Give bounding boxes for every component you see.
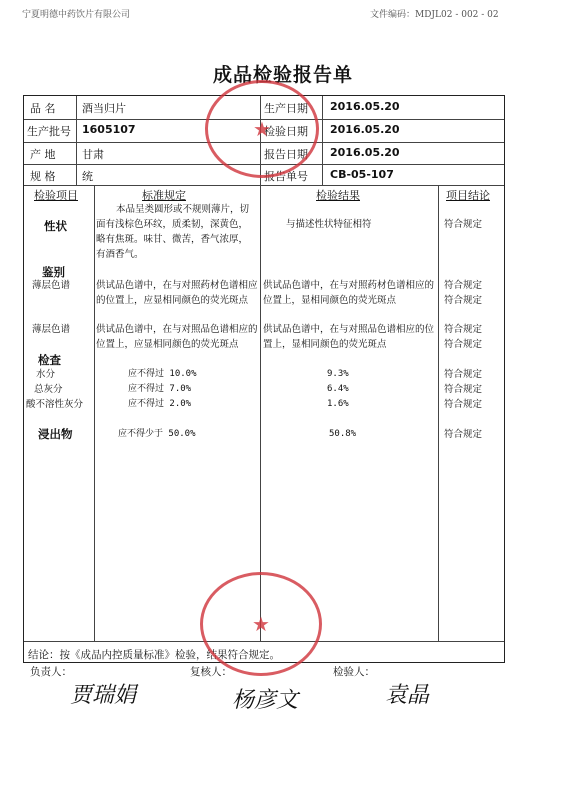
conclusion-text: 结论：按《成品内控质量标准》检验，结果符合规定。 [28, 649, 280, 661]
extract-conclusion: 符合规定 [444, 429, 483, 440]
report-number-label: 报告单号 [264, 170, 308, 183]
spec-label: 规 格 [30, 170, 56, 183]
company-header: 宁夏明德中药饮片有限公司 [22, 10, 131, 20]
origin-label: 产 地 [30, 148, 56, 161]
col-header-result: 检验结果 [316, 189, 360, 202]
batch-number-label: 生产批号 [27, 125, 71, 138]
inspection-date-value: 2016.05.20 [330, 123, 400, 136]
seal-star-icon: ★ [252, 612, 270, 636]
section-appearance: 性状 [44, 219, 67, 233]
col-header-item: 检验项目 [34, 189, 78, 202]
col-header-conclusion: 项目结论 [446, 189, 490, 202]
inspector-label: 检验人： [333, 666, 375, 678]
seal-star-icon: ★ [253, 117, 271, 141]
appearance-conclusion: 符合规定 [444, 219, 483, 230]
water-standard: 应不得过 10.0% [128, 369, 197, 379]
quality-dept-seal [205, 80, 319, 178]
acid-ash-standard: 应不得过 2.0% [128, 399, 192, 409]
col-divider [76, 96, 77, 185]
report-number-value: CB-05-107 [330, 168, 394, 181]
water-result: 9.3% [327, 369, 349, 379]
origin-value: 甘肃 [82, 148, 104, 161]
tlc1-item: 薄层色谱 [32, 280, 71, 291]
tlc1-result: 供试品色谱中，在与对照药材色谱相应的位置上，显相同颜色的荧光斑点 [263, 280, 435, 306]
tlc2-result: 供试品色谱中，在与对照品色谱相应的位置上，显相同颜色的荧光斑点 [263, 324, 435, 350]
document-number: 文件编码：MDJL02 - 002 - 02 [370, 10, 499, 20]
reviewer-label: 复核人： [190, 666, 232, 678]
water-item: 水分 [36, 369, 56, 380]
tlc1-standard: 供试品色谱中，在与对照药材色谱相应的位置上，应显相同颜色的荧光斑点 [96, 280, 258, 306]
row-divider [24, 185, 504, 186]
inspection-date-label: 检验日期 [264, 125, 308, 138]
inspector-signature: 袁晶 [385, 683, 430, 708]
responsible-signature: 贾瑞娟 [70, 683, 137, 708]
report-date-value: 2016.05.20 [330, 146, 400, 159]
extract-result: 50.8% [329, 429, 357, 439]
responsible-label: 负责人： [30, 666, 72, 678]
production-date-value: 2016.05.20 [330, 100, 400, 113]
acid-ash-result: 1.6% [327, 399, 349, 409]
qc-special-seal [200, 572, 322, 676]
production-date-label: 生产日期 [264, 102, 308, 115]
product-name-label: 品 名 [30, 102, 56, 115]
col-divider [322, 96, 323, 185]
product-name-value: 酒当归片 [82, 102, 126, 115]
water-conclusion: 符合规定 [444, 369, 483, 380]
reviewer-signature: 杨彦文 [232, 688, 299, 713]
ash-result: 6.4% [327, 384, 349, 394]
col-divider [94, 185, 95, 641]
tlc2-conclusion-2: 符合规定 [444, 339, 483, 350]
section-identification: 鉴别 [42, 265, 65, 279]
report-title: 成品检验报告单 [212, 64, 353, 86]
acid-ash-item: 酸不溶性灰分 [26, 399, 84, 410]
tlc1-conclusion-2: 符合规定 [444, 295, 483, 306]
col-header-standard: 标准规定 [142, 189, 186, 202]
section-inspection: 检查 [38, 353, 61, 367]
acid-ash-conclusion: 符合规定 [444, 399, 483, 410]
section-extract: 浸出物 [38, 427, 73, 441]
spec-value: 统 [82, 170, 93, 183]
ash-conclusion: 符合规定 [444, 384, 483, 395]
appearance-standard: 本品呈类圆形或不规则薄片，切面有浅棕色环纹，质柔韧，深黄色，略有焦斑。味甘、微苦，香气浓厚，有酒香气。 [96, 204, 250, 260]
batch-number-value: 1605107 [82, 123, 136, 136]
tlc2-standard: 供试品色谱中，在与对照品色谱相应的位置上，应显相同颜色的荧光斑点 [96, 324, 258, 350]
report-date-label: 报告日期 [264, 148, 308, 161]
col-divider [438, 185, 439, 641]
tlc1-conclusion-1: 符合规定 [444, 280, 483, 291]
ash-standard: 应不得过 7.0% [128, 384, 192, 394]
ash-item: 总灰分 [34, 384, 63, 395]
tlc2-item: 薄层色谱 [32, 324, 71, 335]
tlc2-conclusion-1: 符合规定 [444, 324, 483, 335]
appearance-result: 与描述性状特征相符 [286, 219, 372, 230]
extract-standard: 应不得少于 50.0% [118, 429, 196, 439]
